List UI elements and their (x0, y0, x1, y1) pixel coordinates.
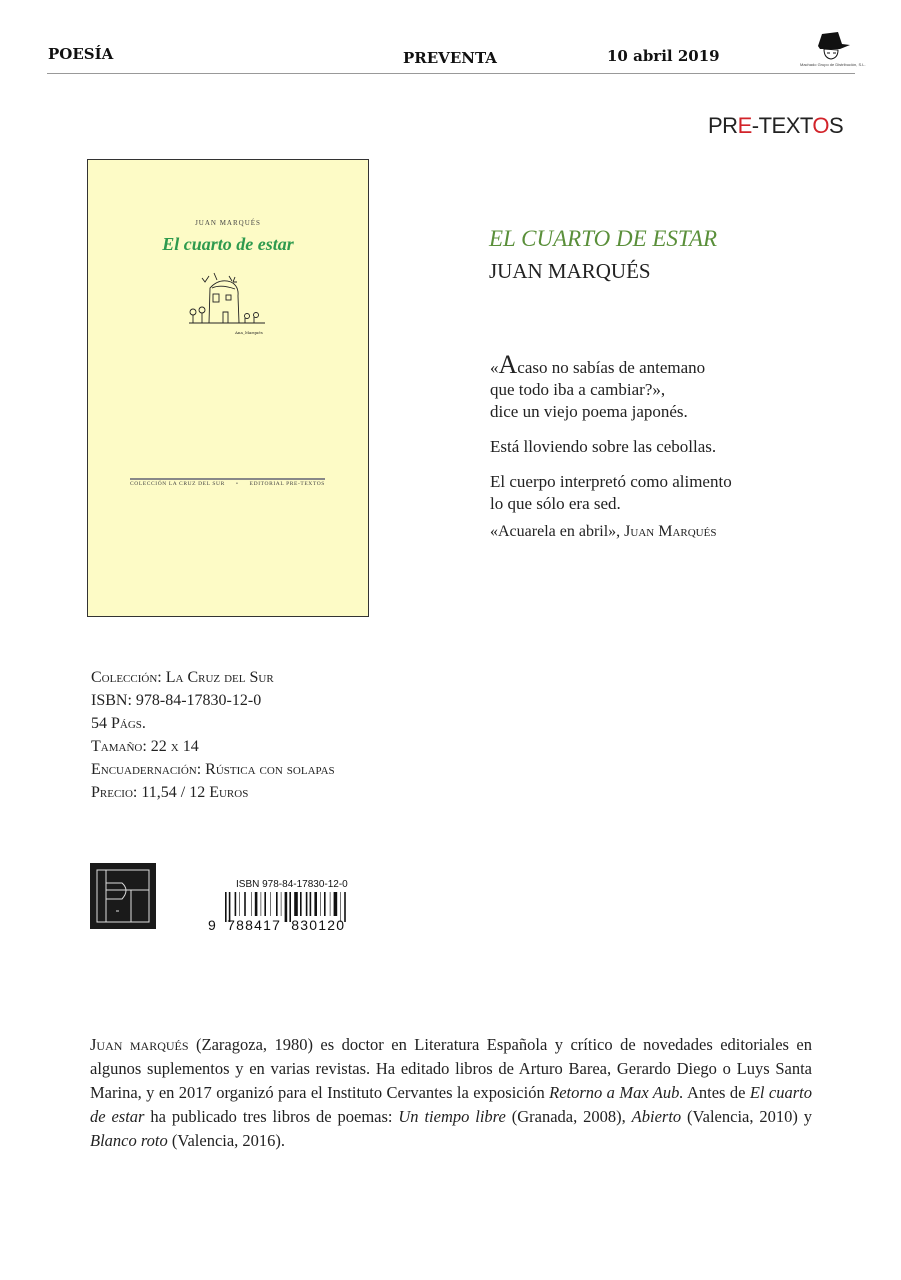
cover-title: El cuarto de estar (162, 234, 294, 254)
house-drawing (185, 268, 270, 338)
barcode-bar (244, 892, 246, 916)
barcode-bar (270, 892, 271, 916)
book-author: JUAN MARQUÉS (489, 259, 651, 283)
book-details (91, 666, 335, 804)
barcode-bar (294, 892, 298, 916)
cover-author: JUAN MARQUÉS (195, 219, 261, 227)
barcode-bar (306, 892, 308, 916)
detail-pages: 54 Págs. (91, 715, 146, 732)
barcode-bar (300, 892, 302, 916)
pre-textos-emblem (90, 863, 156, 929)
detail-isbn: ISBN: 978-84-17830-12-0 (91, 692, 262, 709)
book-cover (87, 159, 369, 617)
barcode-bar (235, 892, 237, 916)
barcode-bar (276, 892, 278, 916)
barcode-bar (261, 892, 262, 916)
book-title: EL CUARTO DE ESTAR (489, 226, 718, 251)
section-label: POESÍA (48, 45, 114, 63)
detail-price: Precio: 11,54 / 12 Euros (91, 784, 249, 801)
detail-binding: Encuadernación: Rústica con solapas (91, 761, 335, 778)
stanza-1: «Acaso no sabías de antemano que todo iba a cambiar?», dice un viejo poema japonés. (490, 350, 706, 421)
barcode-bar (330, 892, 331, 916)
stanza-3: El cuerpo interpretó como alimento lo que sólo era sed. (490, 472, 732, 513)
header-divider (47, 73, 855, 74)
isbn-barcode (205, 877, 365, 937)
detail-collection: Colección: La Cruz del Sur (91, 669, 274, 686)
barcode-isbn-label: ISBN 978-84-17830-12-0 (236, 879, 348, 890)
hat-man-icon (800, 28, 860, 62)
publisher-logo: PRE-TEXTOS (708, 113, 844, 138)
cover-signature: Ana_Marqués (235, 330, 263, 335)
barcode-bar (239, 892, 240, 916)
barcode-bar (314, 892, 317, 916)
author-bio: Juan marqués (Zaragoza, 1980) es doctor en Literatura Española y crítico de novedades editoriales en algunos suplementos y en varias revistas. Ha editado libros de Arturo Barea, Gerardo Diego o Luys Santa Marina, y en 2017 organizó para el Instituto Cervantes la exposición Retorno a Max Aub. Antes de El cuarto de estar ha publicado tres libros de poemas: Un tiempo libre (Granada, 2008), Abierto (Valencia, 2010) y Blanco roto (Valencia, 2016). (90, 1035, 813, 1150)
distributor-name: Machado Grupo de Distribución, S.L. (800, 62, 866, 67)
distributor-logo (800, 28, 866, 72)
barcode-bar (310, 892, 312, 916)
barcode-bar (255, 892, 258, 916)
date-label: 10 abril 2019 (607, 47, 720, 65)
barcode-bar (334, 892, 338, 916)
stanza-2: Está lloviendo sobre las cebollas. (490, 437, 717, 456)
barcode-bar (281, 892, 282, 916)
barcode-digits: 9 788417 830120 (208, 917, 346, 933)
detail-size: Tamaño: 22 x 14 (91, 738, 199, 755)
barcode-bar (251, 892, 252, 916)
cover-rule (130, 478, 325, 480)
poem-source: «Acuarela en abril», Juan Marqués (490, 523, 717, 540)
cover-footer: COLECCIÓN LA CRUZ DEL SUR • EDITORIAL PRE-TEXTOS (130, 481, 325, 487)
barcode-bar (264, 892, 266, 916)
barcode-bar (320, 892, 321, 916)
status-label: PREVENTA (403, 49, 497, 67)
poem-excerpt (490, 350, 732, 543)
barcode-bar (324, 892, 326, 916)
